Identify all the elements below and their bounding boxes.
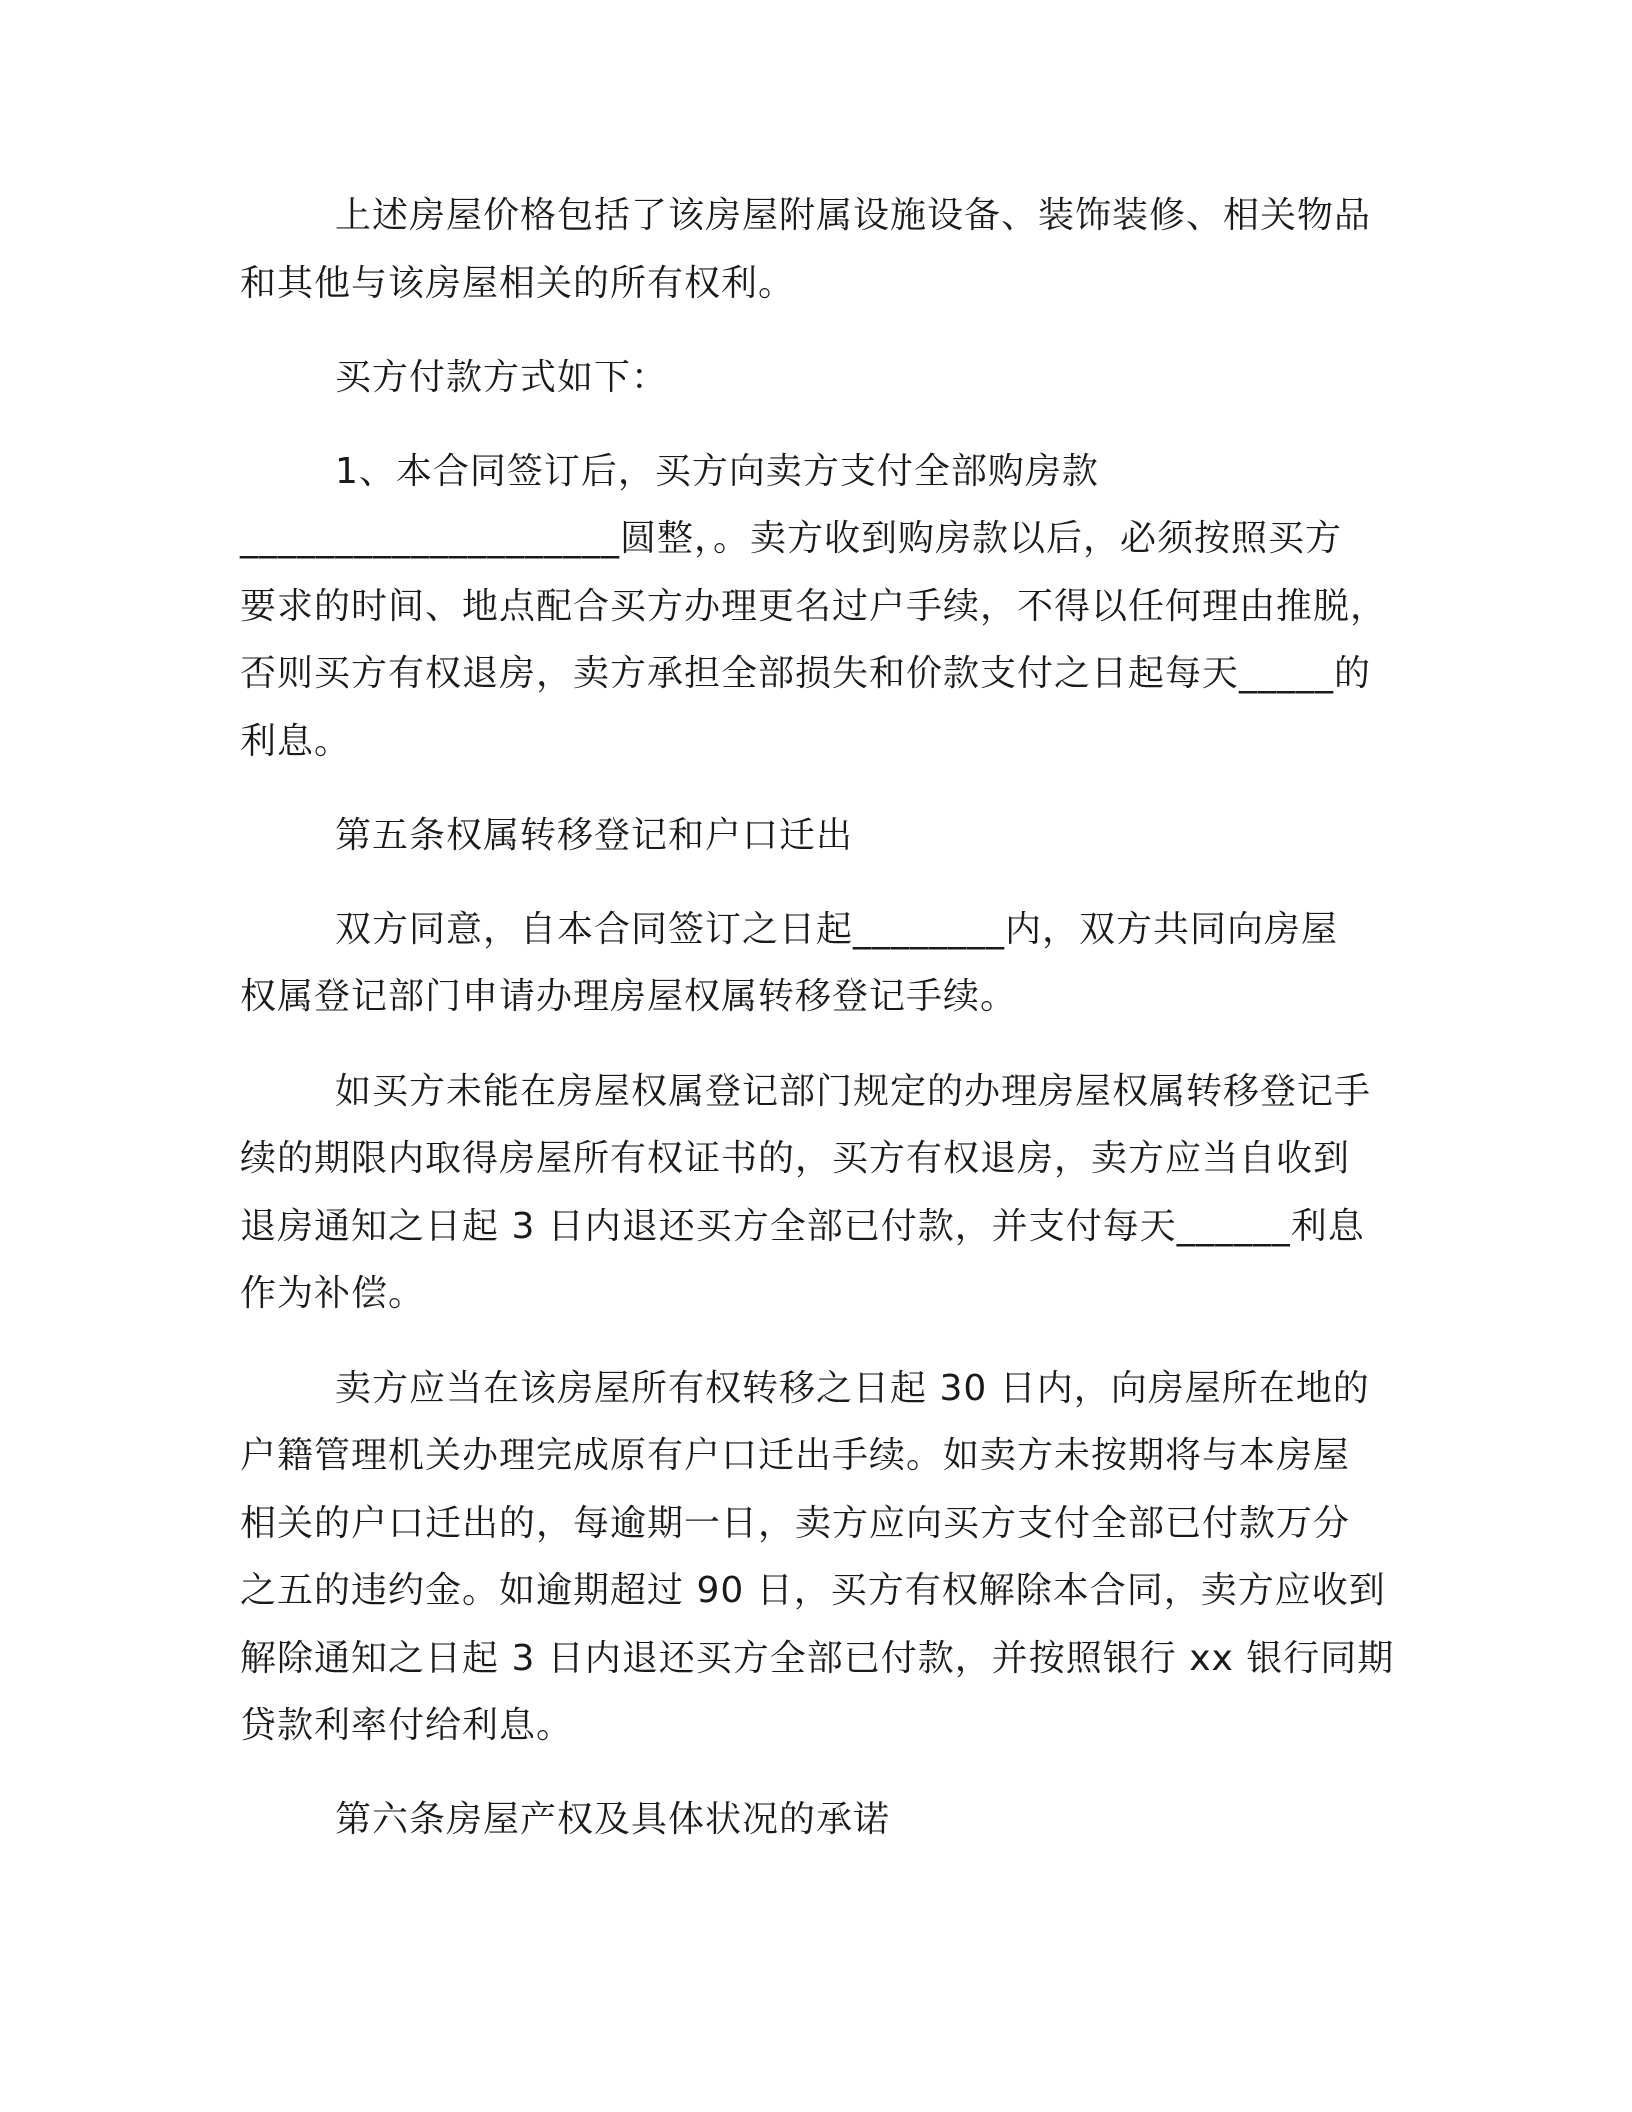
text-line: 利息。 [240, 721, 352, 762]
text-line: 解除通知之日起 3 日内退还买方全部已付款，并按照银行 xx 银行同期 [240, 1638, 1395, 1679]
text-line: 如买方未能在房屋权属登记部门规定的办理房屋权属转移登记手 [335, 1071, 1372, 1112]
text-line: 双方同意，自本合同签订之日起________内，双方共同向房屋 [335, 909, 1339, 950]
text-line: 作为补偿。 [240, 1273, 426, 1314]
text-line: 上述房屋价格包括了该房屋附属设施设备、装饰装修、相关物品 [335, 195, 1372, 236]
text-line: 否则买方有权退房，卖方承担全部损失和价款支付之日起每天_____的 [240, 653, 1372, 694]
text-line: 卖方应当在该房屋所有权转移之日起 30 日内，向房屋所在地的 [335, 1368, 1370, 1409]
text-line: 退房通知之日起 3 日内退还买方全部已付款，并支付每天______利息 [240, 1206, 1365, 1247]
text-line: 之五的违约金。如逾期超过 90 日，买方有权解除本合同，卖方应收到 [240, 1570, 1386, 1611]
text-line: 1、本合同签订后，买方向卖方支付全部购房款 [335, 451, 1099, 492]
section-heading: 第六条房屋产权及具体状况的承诺 [335, 1799, 891, 1840]
text-line: 相关的户口迁出的，每逾期一日，卖方应向买方支付全部已付款万分 [240, 1503, 1351, 1544]
text-line: 贷款利率付给利息。 [240, 1705, 574, 1746]
section-heading: 第五条权属转移登记和户口迁出 [335, 815, 854, 856]
text-line: 要求的时间、地点配合买方办理更名过户手续，不得以任何理由推脱， [240, 586, 1388, 627]
text-line: 权属登记部门申请办理房屋权属转移登记手续。 [240, 976, 1018, 1017]
text-line: 续的期限内取得房屋所有权证书的，买方有权退房，卖方应当自收到 [240, 1138, 1351, 1179]
text-line: 户籍管理机关办理完成原有户口迁出手续。如卖方未按期将与本房屋 [240, 1435, 1351, 1476]
text-line: 买方付款方式如下： [335, 357, 669, 398]
text-line: ____________________圆整，。卖方收到购房款以后，必须按照买方 [240, 518, 1343, 559]
text-line: 和其他与该房屋相关的所有权利。 [240, 263, 796, 304]
